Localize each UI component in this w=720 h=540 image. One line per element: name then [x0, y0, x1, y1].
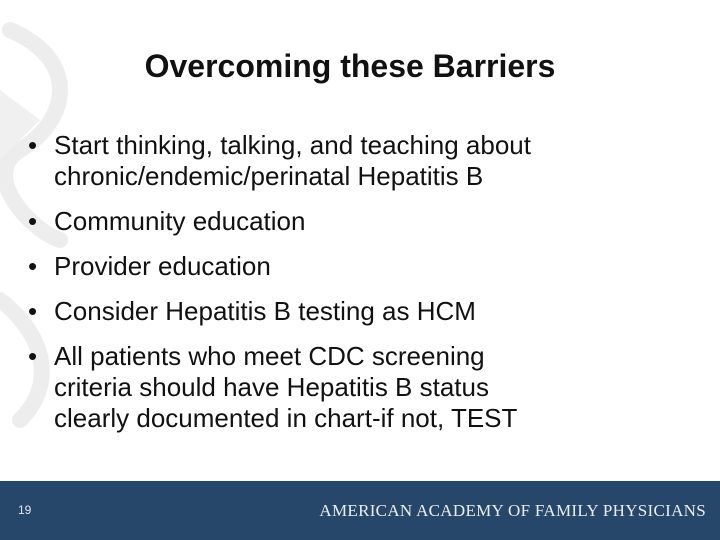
bullet-line: • Start thinking, talking, and teaching about [54, 130, 531, 160]
bullet-line: • All patients who meet CDC screening [54, 341, 485, 371]
slide-content [28, 130, 688, 448]
bullet-list [28, 130, 688, 434]
slide-title: Overcoming these Barriers [144, 48, 556, 84]
bullet-item [28, 251, 688, 282]
bullet-line: criteria should have Hepatitis B status [54, 372, 489, 402]
bullet-line: clearly documented in chart-if not, TEST [54, 403, 518, 433]
bullet-line: • Community education [54, 206, 306, 236]
organization-logo-text: AMERICAN ACADEMY OF FAMILY PHYSICIANS [319, 501, 706, 520]
bullet-item [28, 296, 688, 327]
bullet-line: • Provider education [54, 251, 271, 281]
bullet-item [28, 206, 688, 237]
bullet-line: • Consider Hepatitis B testing as HCM [54, 296, 476, 326]
bullet-line: chronic/endemic/perinatal Hepatitis B [54, 161, 484, 191]
bullet-item [28, 341, 688, 434]
slide-number: 19 [18, 503, 32, 517]
bullet-item [28, 130, 688, 192]
footer-bar [0, 481, 720, 540]
